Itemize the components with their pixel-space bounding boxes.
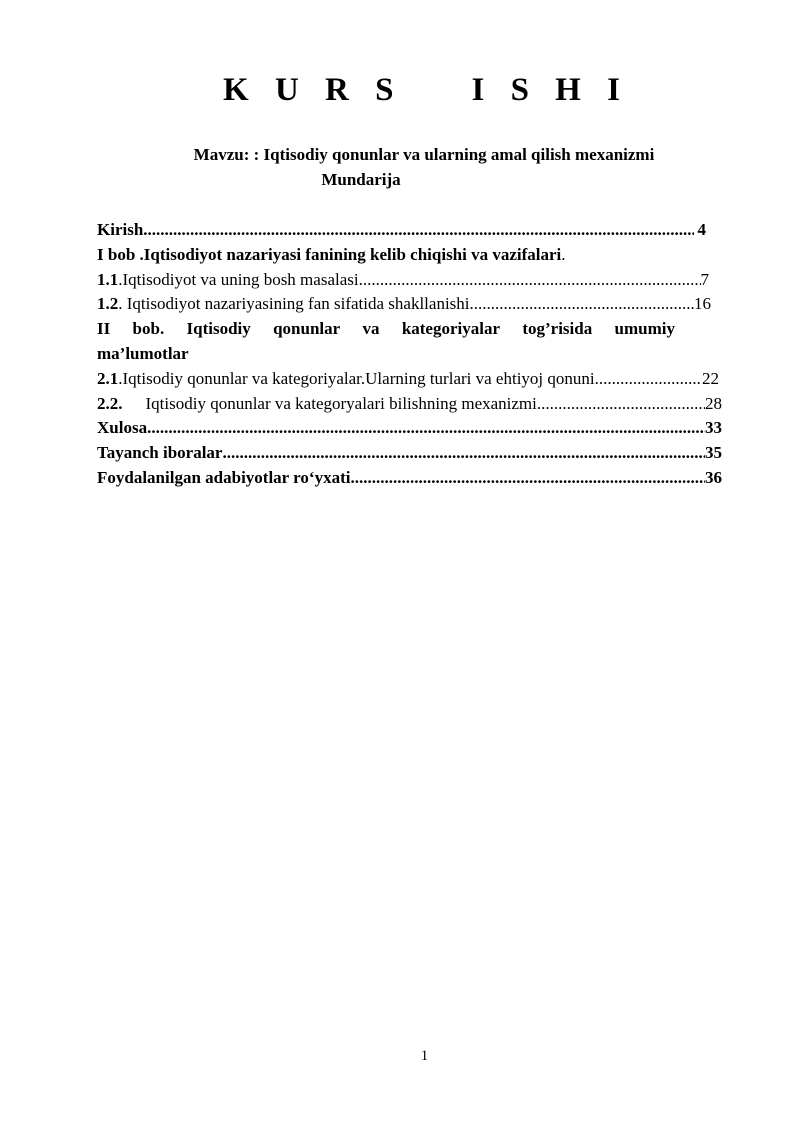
- toc-entry-number: 1.2: [97, 294, 119, 314]
- chapter-word: tog’risida: [522, 319, 593, 339]
- toc-chapter-2-line-2: ma’lumotlar: [97, 343, 189, 363]
- toc-chapter-2[interactable]: [97, 317, 722, 367]
- toc-entry-2-2[interactable]: [97, 392, 722, 417]
- toc-entry-adabiyotlar[interactable]: [97, 466, 722, 491]
- toc-entry-number: 2.1: [97, 368, 119, 388]
- toc-entry-tayanch-iboralar[interactable]: [97, 441, 722, 466]
- chapter-word: II: [97, 319, 111, 339]
- dot-leader: [595, 367, 702, 392]
- toc-entry-page: 4: [697, 220, 706, 239]
- page-title: K U R S I S H I: [223, 72, 629, 108]
- dot-leader: [350, 466, 705, 491]
- toc-entry-2-1[interactable]: [97, 367, 719, 392]
- toc-entry-1-2[interactable]: [97, 292, 711, 317]
- toc-entry-page: 28: [705, 393, 722, 413]
- contents-heading: Mundarija: [321, 170, 401, 189]
- toc-entry-number: 1.1: [97, 269, 119, 289]
- toc-chapter-suffix: .: [561, 244, 566, 264]
- chapter-word: qonunlar: [273, 319, 341, 339]
- dot-leader: [222, 441, 705, 466]
- toc-entry-page: 22: [702, 368, 719, 388]
- toc-entry-label: Tayanch iboralar: [97, 443, 223, 463]
- toc-entry-page: 36: [705, 467, 722, 487]
- toc-entry-page: 7: [700, 269, 709, 289]
- toc-entry-kirish[interactable]: [97, 218, 706, 243]
- toc-entry-label: .Iqtisodiyot va uning bosh masalasi: [118, 269, 359, 289]
- toc-entry-xulosa[interactable]: [97, 416, 722, 441]
- chapter-word: bob.: [132, 319, 165, 339]
- dot-leader: [143, 218, 693, 243]
- toc-entry-label: Xulosa: [97, 418, 148, 438]
- toc-chapter-2-line-1: [97, 317, 675, 342]
- toc-entry-label: Kirish: [97, 220, 144, 239]
- toc-entry-label: Foydalanilgan adabiyotlar ro‘yxati: [97, 467, 351, 487]
- chapter-word: Iqtisodiy: [186, 319, 251, 339]
- toc-entry-number: 2.2.: [97, 393, 123, 413]
- chapter-word: umumiy: [614, 319, 675, 339]
- toc-chapter-1[interactable]: [97, 243, 722, 268]
- table-of-contents: [97, 218, 722, 491]
- toc-entry-page: 35: [705, 443, 722, 463]
- dot-leader: [537, 392, 705, 417]
- chapter-word: kategoriyalar: [401, 319, 501, 339]
- toc-entry-label: . Iqtisodiyot nazariyasining fan sifatida shakllanishi: [118, 294, 470, 314]
- dot-leader: [359, 268, 701, 293]
- toc-entry-label: .Iqtisodiy qonunlar va kategoriyalar.Ularning turlari va ehtiyoj qonuni: [118, 368, 595, 388]
- page-number: 1: [420, 1048, 429, 1064]
- dot-leader: [147, 416, 705, 441]
- toc-chapter-label: I bob .Iqtisodiyot nazariyasi fanining kelib chiqishi va vazifalari: [97, 244, 562, 264]
- dot-leader: [470, 292, 694, 317]
- toc-entry-page: 33: [705, 418, 722, 438]
- toc-entry-1-1[interactable]: [97, 268, 709, 293]
- toc-entry-page: 16: [694, 294, 711, 314]
- toc-entry-label: Iqtisodiy qonunlar va kategoryalari bilishning mexanizmi: [145, 393, 537, 413]
- chapter-word: va: [362, 319, 380, 339]
- topic-line: Mavzu: : Iqtisodiy qonunlar va ularning amal qilish mexanizmi: [193, 145, 655, 164]
